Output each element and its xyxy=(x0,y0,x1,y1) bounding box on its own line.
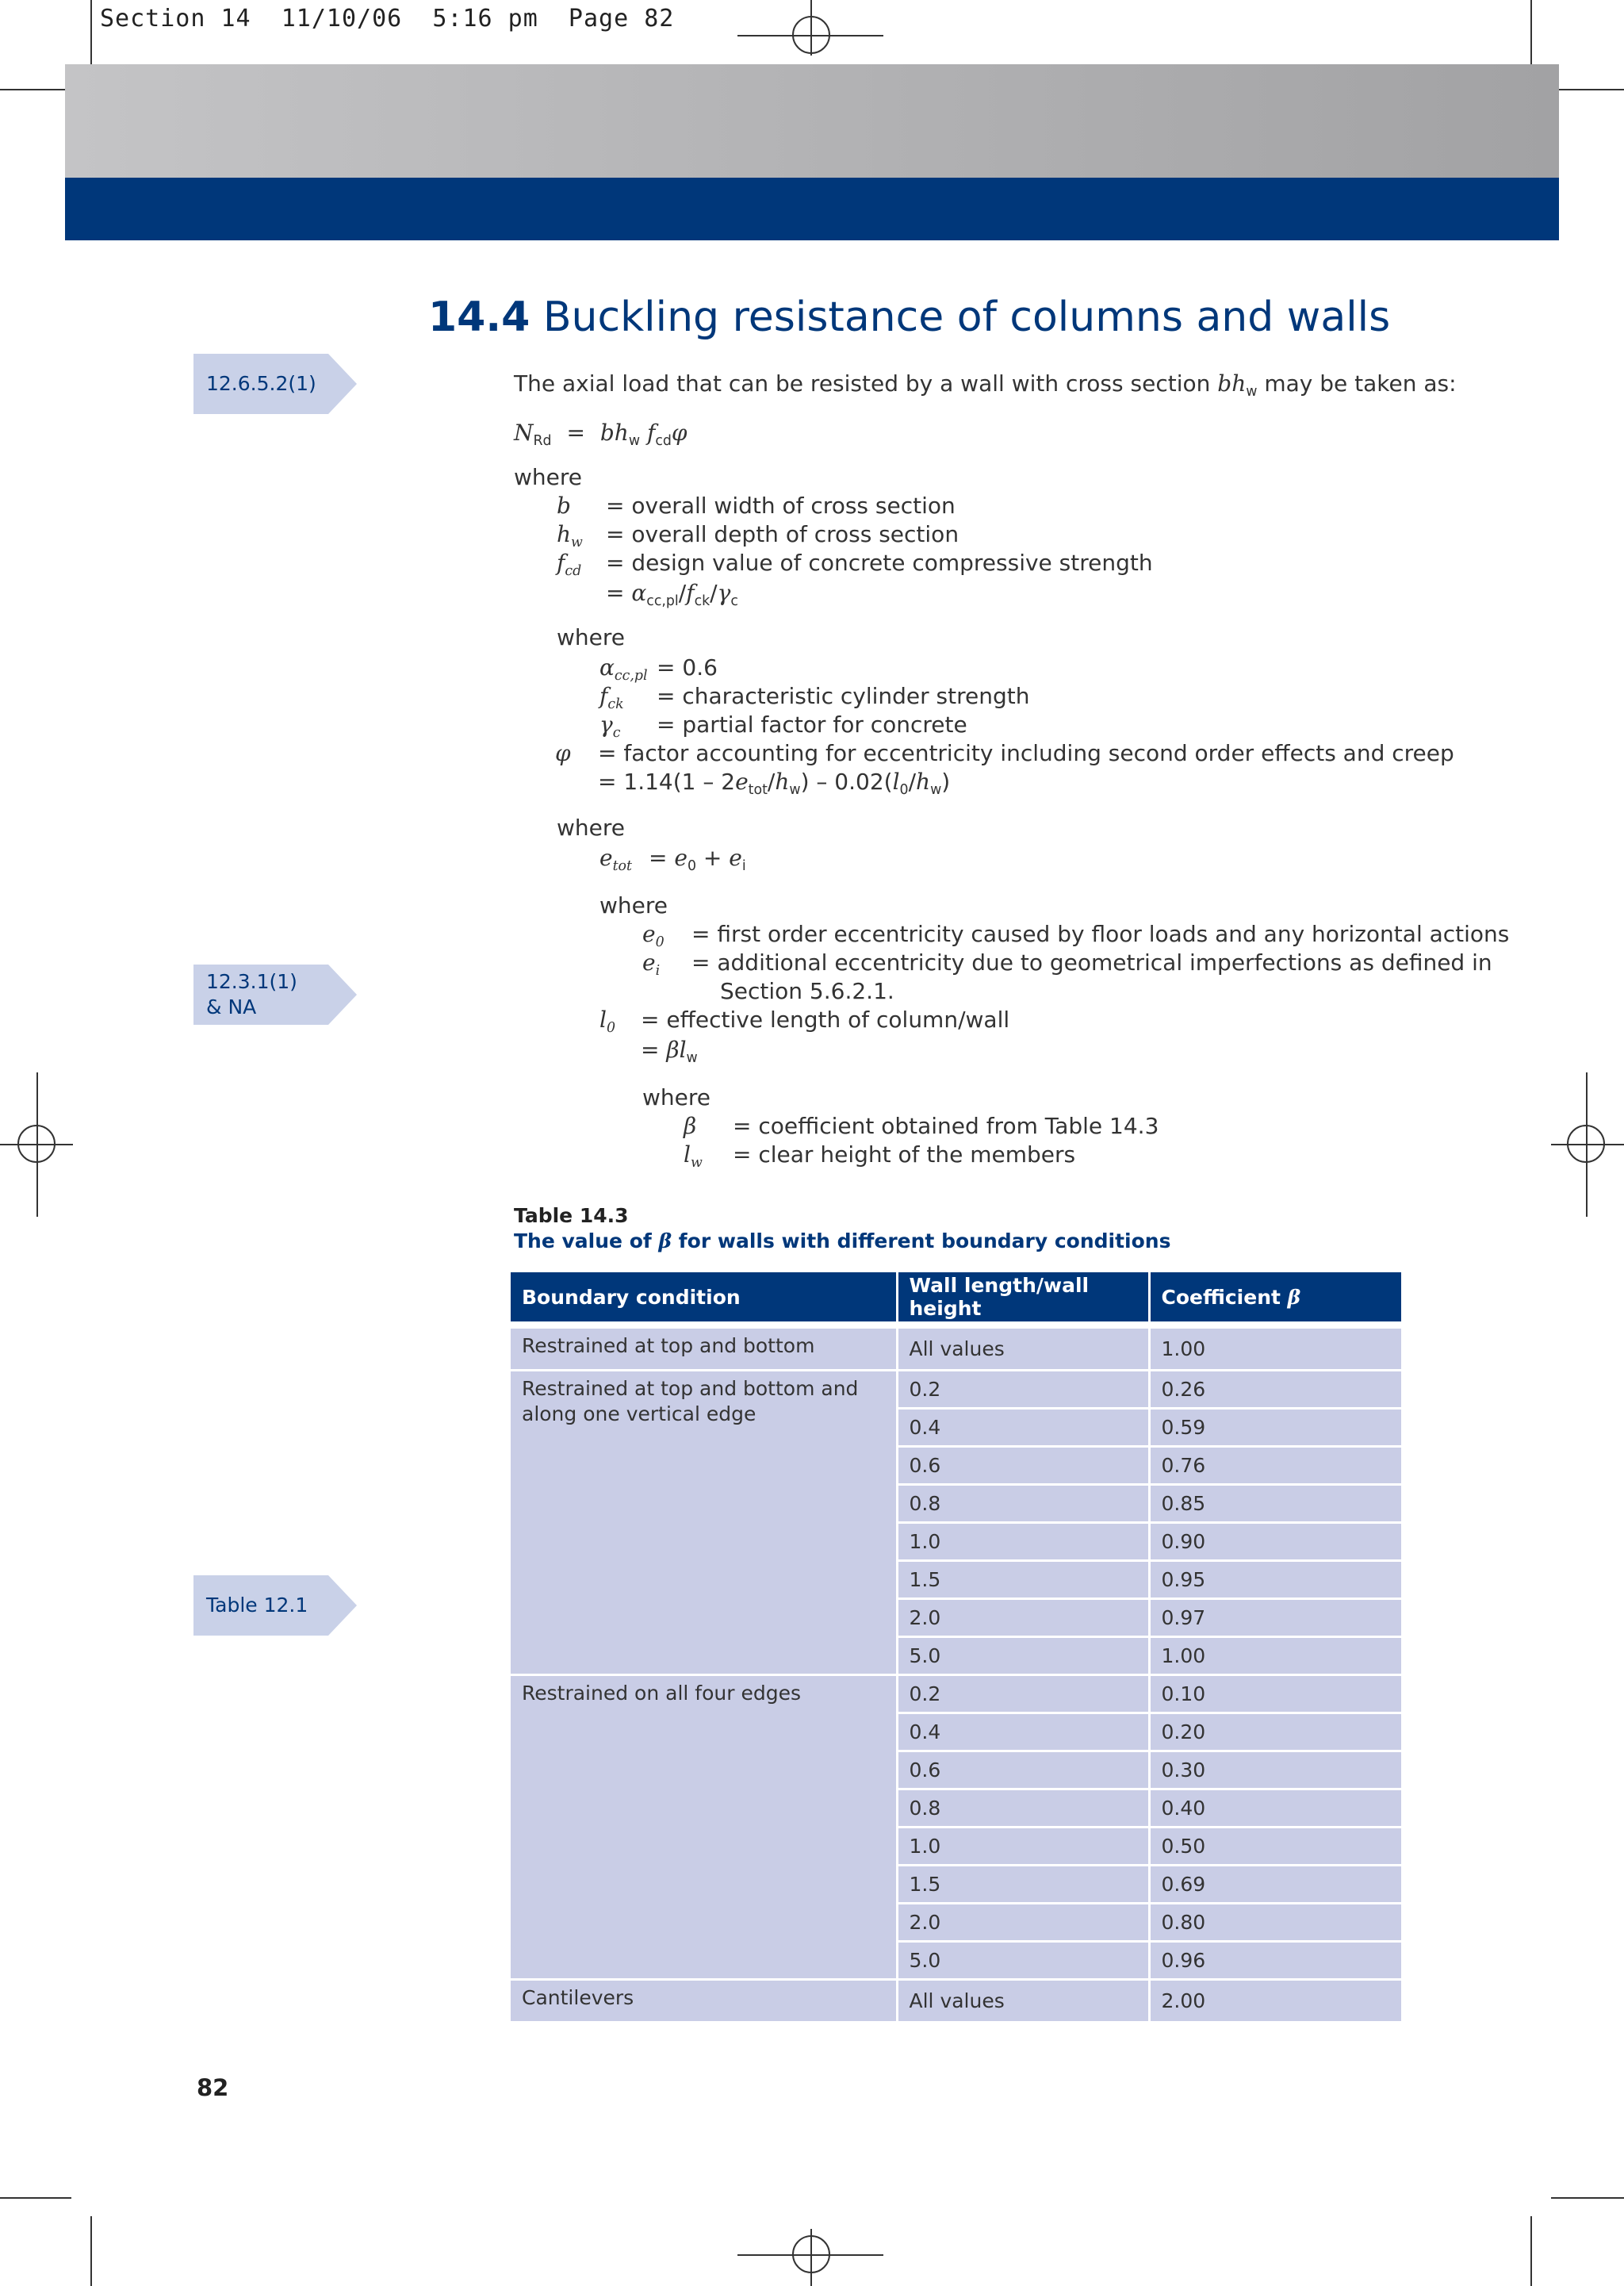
beta-coefficient-table xyxy=(511,1272,1404,2021)
wall-ratio-cell: 0.2 xyxy=(897,1371,1149,1409)
table-header-row xyxy=(511,1272,1402,1321)
coefficient-cell: 0.59 xyxy=(1149,1409,1402,1447)
definition-e0: $e_0$ = first order eccentricity caused by floor loads and any horizontal actions xyxy=(642,921,1510,951)
column-header: Boundary condition xyxy=(511,1272,897,1321)
definition-alpha: $\alpha_{cc,pl} = 0.6$ xyxy=(599,654,718,685)
table-row xyxy=(511,1371,1402,1409)
definition-l0: $l_0$ = effective length of column/wall xyxy=(599,1007,1010,1037)
crop-mark xyxy=(90,2216,92,2286)
margin-ref-clause xyxy=(193,965,357,1025)
coefficient-cell: 0.30 xyxy=(1149,1751,1402,1789)
definition-fcd: $f_{cd}$ = design value of concrete compressive strength xyxy=(557,550,1153,580)
section-number: 14.4 xyxy=(428,293,530,341)
boundary-condition-cell: Restrained at top and bottom and along one vertical edge xyxy=(511,1371,897,1675)
wall-ratio-cell: 0.4 xyxy=(897,1713,1149,1751)
wall-ratio-cell: 2.0 xyxy=(897,1904,1149,1942)
boundary-condition-cell: Cantilevers xyxy=(511,1980,897,2022)
coefficient-cell: 0.97 xyxy=(1149,1599,1402,1637)
registration-line xyxy=(1551,1144,1624,1145)
column-header: Wall length/wall height xyxy=(897,1272,1149,1321)
margin-ref-text: Table 12.1 xyxy=(206,1594,308,1617)
coefficient-cell: 0.96 xyxy=(1149,1942,1402,1980)
table-row xyxy=(511,1328,1402,1371)
etot-expression: $e_{tot} = e_0 + e_i$ xyxy=(599,845,746,875)
registration-line xyxy=(810,2229,812,2286)
definition-hw: $h_w$ = overall depth of cross section xyxy=(557,521,959,551)
page-number: 82 xyxy=(197,2074,229,2101)
definition-gamma: $\gamma_c$ = partial factor for concrete xyxy=(599,711,967,742)
crop-mark xyxy=(1530,0,1532,70)
section-heading xyxy=(428,293,1390,341)
where-label: where xyxy=(642,1084,710,1110)
margin-ref-clause xyxy=(193,354,357,414)
coefficient-cell: 0.69 xyxy=(1149,1866,1402,1904)
definition-b: b = overall width of cross section xyxy=(557,493,956,519)
table-caption-title: The value of β for walls with different boundary conditions xyxy=(514,1229,1171,1252)
wall-ratio-cell: 2.0 xyxy=(897,1599,1149,1637)
where-label: where xyxy=(557,624,625,650)
where-label: where xyxy=(557,815,625,841)
intro-paragraph: The axial load that can be resisted by a wall with cross section $bh_w$ may be taken as: xyxy=(514,370,1457,401)
header-blue-band xyxy=(65,178,1559,240)
registration-line xyxy=(810,0,812,56)
formula-nrd: $N_{Rd} = bh_w$ $f_{cd}\varphi$ xyxy=(514,420,688,450)
wall-ratio-cell: 0.8 xyxy=(897,1789,1149,1828)
wall-ratio-cell: 1.5 xyxy=(897,1561,1149,1599)
definition-beta: β = coefficient obtained from Table 14.3 xyxy=(684,1113,1159,1139)
table-row xyxy=(511,1675,1402,1713)
wall-ratio-cell: 5.0 xyxy=(897,1637,1149,1675)
crop-mark xyxy=(1551,2197,1624,2199)
margin-ref-text: 12.3.1(1) xyxy=(206,970,297,993)
boundary-condition-cell: Restrained on all four edges xyxy=(511,1675,897,1980)
wall-ratio-cell: 0.2 xyxy=(897,1675,1149,1713)
boundary-condition-cell: Restrained at top and bottom xyxy=(511,1328,897,1371)
definition-fck: $f_{ck}$ = characteristic cylinder strength xyxy=(599,683,1030,713)
wall-ratio-cell: 1.0 xyxy=(897,1828,1149,1866)
crop-mark xyxy=(0,2197,71,2199)
wall-ratio-cell: 0.6 xyxy=(897,1751,1149,1789)
crop-mark xyxy=(0,89,71,90)
crop-mark xyxy=(90,0,92,70)
wall-ratio-cell: All values xyxy=(897,1328,1149,1371)
where-label: where xyxy=(514,464,582,490)
coefficient-cell: 0.40 xyxy=(1149,1789,1402,1828)
coefficient-cell: 2.00 xyxy=(1149,1980,1402,2022)
column-header: Coefficient β xyxy=(1149,1272,1402,1321)
crop-mark xyxy=(1551,89,1624,90)
coefficient-cell: 0.80 xyxy=(1149,1904,1402,1942)
margin-ref-table xyxy=(193,1575,357,1636)
definition-phi: φ = factor accounting for eccentricity including second order effects and creep xyxy=(555,740,1454,766)
coefficient-cell: 0.95 xyxy=(1149,1561,1402,1599)
fcd-expression: = $\alpha_{cc,pl}/f_{ck}/\gamma_c$ xyxy=(606,580,738,610)
where-label: where xyxy=(599,892,668,919)
wall-ratio-cell: 0.8 xyxy=(897,1485,1149,1523)
coefficient-cell: 0.26 xyxy=(1149,1371,1402,1409)
coefficient-cell: 0.10 xyxy=(1149,1675,1402,1713)
wall-ratio-cell: 5.0 xyxy=(897,1942,1149,1980)
table-row xyxy=(511,1980,1402,2022)
wall-ratio-cell: All values xyxy=(897,1980,1149,2022)
crop-mark xyxy=(1530,2216,1532,2286)
table-body xyxy=(511,1328,1402,2022)
coefficient-cell: 0.90 xyxy=(1149,1523,1402,1561)
definition-lw: $l_w$ = clear height of the members xyxy=(684,1141,1076,1172)
wall-ratio-cell: 0.4 xyxy=(897,1409,1149,1447)
coefficient-cell: 1.00 xyxy=(1149,1328,1402,1371)
phi-expression: = $1.14(1 - 2e_{tot}/h_w) - 0.02(l_0/h_w)$ xyxy=(598,769,951,799)
wall-ratio-cell: 0.6 xyxy=(897,1447,1149,1485)
definition-ei-continued: Section 5.6.2.1. xyxy=(720,978,894,1004)
coefficient-cell: 0.20 xyxy=(1149,1713,1402,1751)
print-slug: Section 14 11/10/06 5:16 pm Page 82 xyxy=(100,5,675,33)
registration-line xyxy=(1586,1072,1588,1217)
definition-ei: $e_i$ = additional eccentricity due to geometrical imperfections as defined in xyxy=(642,949,1492,980)
wall-ratio-cell: 1.5 xyxy=(897,1866,1149,1904)
coefficient-cell: 1.00 xyxy=(1149,1637,1402,1675)
section-title: Buckling resistance of columns and walls xyxy=(542,293,1391,341)
table-caption-number: Table 14.3 xyxy=(514,1204,629,1227)
registration-line xyxy=(36,1072,38,1217)
wall-ratio-cell: 1.0 xyxy=(897,1523,1149,1561)
coefficient-cell: 0.85 xyxy=(1149,1485,1402,1523)
l0-expression: = $\beta l_w$ xyxy=(641,1037,698,1067)
coefficient-cell: 0.76 xyxy=(1149,1447,1402,1485)
margin-ref-text: 12.6.5.2(1) xyxy=(206,372,316,395)
coefficient-cell: 0.50 xyxy=(1149,1828,1402,1866)
header-grey-band xyxy=(65,64,1559,178)
margin-ref-text: & NA xyxy=(206,995,257,1018)
